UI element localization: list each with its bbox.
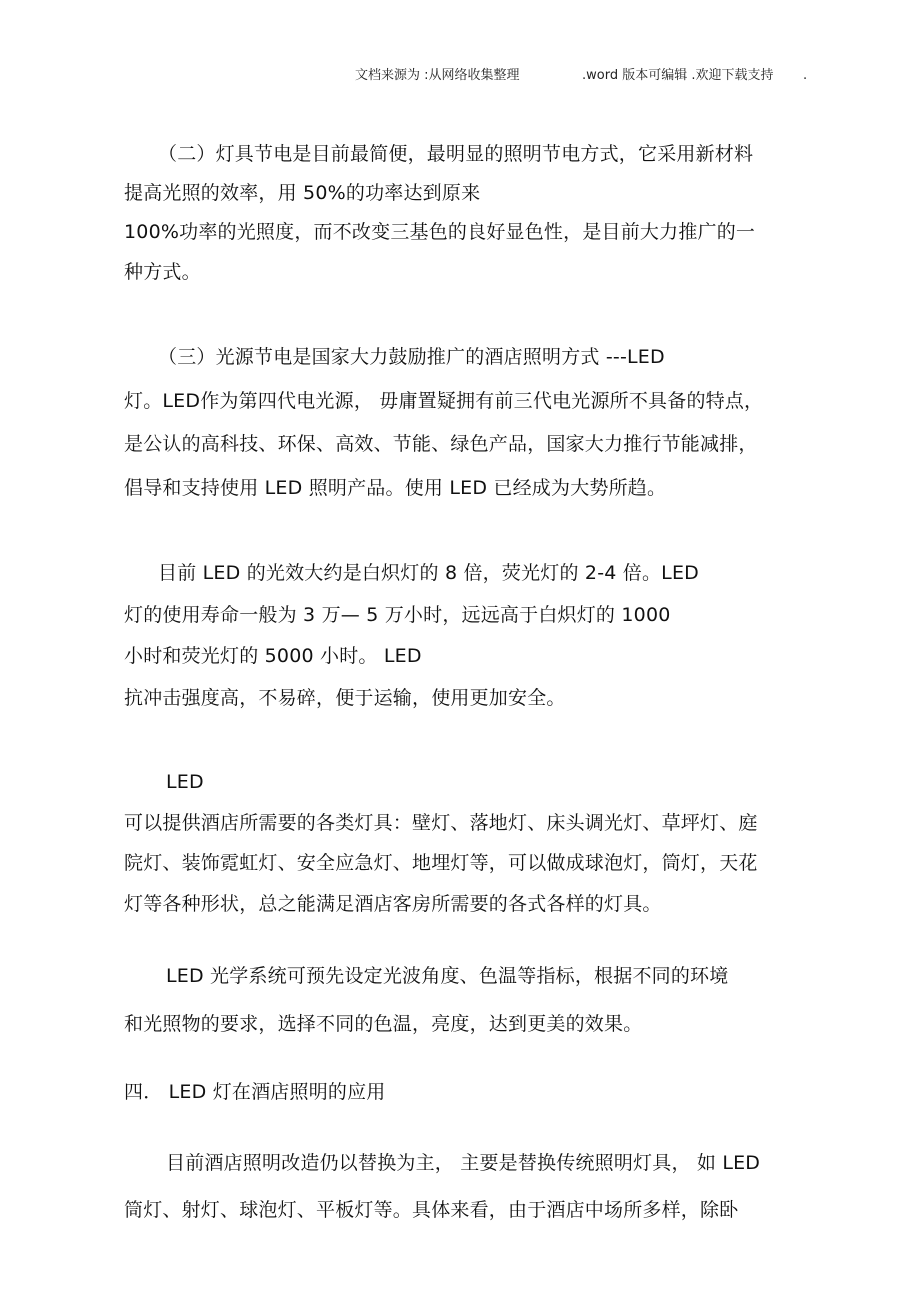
paragraph-line: 提高光照的效率，用 50%的功率达到原来 [124, 182, 481, 204]
paragraph-line: 100%功率的光照度，而不改变三基色的良好显色性，是目前大力推广的一 [124, 221, 756, 243]
header-edit-note: .word 版本可编辑 .欢迎下载支持 [582, 68, 774, 83]
paragraph-line: 灯等各种形状，总之能满足酒店客房所需要的各式各样的灯具。 [124, 893, 662, 915]
paragraph-line: 灯的使用寿命一般为 3 万— 5 万小时，远远高于白炽灯的 1000 [124, 604, 671, 626]
paragraph-line: LED [166, 771, 204, 793]
header-trailing-dot: . [803, 68, 808, 83]
paragraph-line: 筒灯、射灯、球泡灯、平板灯等。具体来看，由于酒店中场所多样，除卧 [124, 1199, 739, 1221]
paragraph-line: 是公认的高科技、环保、高效、节能、绿色产品，国家大力推行节能减排， [124, 433, 758, 455]
paragraph-line: 种方式。 [124, 261, 201, 283]
paragraph-line: 院灯、装饰霓虹灯、安全应急灯、地埋灯等，可以做成球泡灯，筒灯，天花 [124, 852, 758, 874]
paragraph-line: 小时和荧光灯的 5000 小时。 LED [124, 645, 422, 667]
paragraph-line: （二）灯具节电是目前最简便，最明显的照明节电方式，它采用新材料 [158, 143, 754, 165]
paragraph-line: 灯。LED作为第四代电光源， 毋庸置疑拥有前三代电光源所不具备的特点， [124, 390, 764, 412]
paragraph-line: 和光照物的要求，选择不同的色温，亮度，达到更美的效果。 [124, 1013, 643, 1035]
paragraph-line: 目前酒店照明改造仍以替换为主， 主要是替换传统照明灯具， 如 LED [166, 1152, 761, 1174]
paragraph-line: 目前 LED 的光效大约是白炽灯的 8 倍，荧光灯的 2-4 倍。LED [158, 562, 700, 584]
paragraph-line: 可以提供酒店所需要的各类灯具：壁灯、落地灯、床头调光灯、草坪灯、庭 [124, 812, 758, 834]
section-heading: 四． LED 灯在酒店照明的应用 [124, 1081, 386, 1103]
paragraph-line: 抗冲击强度高，不易碎，便于运输，使用更加安全。 [124, 687, 566, 709]
paragraph-line: 倡导和支持使用 LED 照明产品。使用 LED 已经成为大势所趋。 [124, 477, 667, 499]
header-source-note: 文档来源为 :从网络收集整理 [355, 68, 520, 83]
paragraph-line: （三）光源节电是国家大力鼓励推广的酒店照明方式 ---LED [158, 346, 665, 368]
paragraph-line: LED 光学系统可预先设定光波角度、色温等指标，根据不同的环境 [166, 965, 729, 987]
